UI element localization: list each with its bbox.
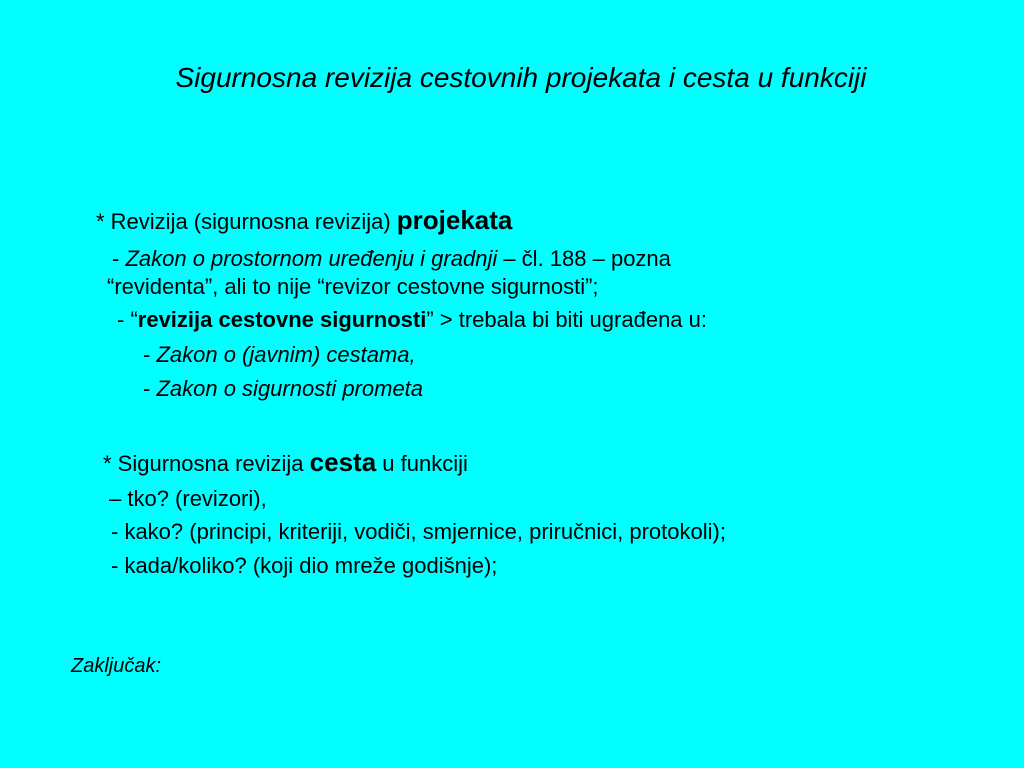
section1-heading <box>96 207 512 235</box>
section2-item1: – tko? (revizori), <box>109 486 267 511</box>
section1-heading-text: * Revizija (sigurnosna revizija) <box>96 209 397 234</box>
conclusion-label: Zaključak: <box>71 655 162 677</box>
section1-sub2 <box>143 376 423 402</box>
sub2-dash: - <box>143 376 157 401</box>
sub2-law-name: Zakon o sigurnosti prometa <box>156 376 424 401</box>
section2-heading-text: * Sigurnosna revizija <box>103 451 310 476</box>
item1-dash: - <box>112 246 126 271</box>
section1-sub1 <box>143 342 416 368</box>
section1-item1 <box>112 246 671 272</box>
section1-heading-emphasis: projekata <box>396 205 513 235</box>
item2-bold-term: revizija cestovne sigurnosti <box>137 307 427 332</box>
section2-heading-suffix: u funkciji <box>376 451 468 476</box>
section1-item1-continued: “revidenta”, ali to nije “revizor cestovne sigurnosti”; <box>107 274 599 299</box>
item2-prefix: - “ <box>117 307 138 332</box>
item1-law-name: Zakon o prostornom uređenju i gradnji <box>125 246 498 271</box>
item2-rest: ” > trebala bi biti ugrađena u: <box>426 307 707 332</box>
item1-rest: – čl. 188 – pozna <box>497 246 671 271</box>
section2-heading-emphasis: cesta <box>309 447 377 477</box>
sub1-law-name: Zakon o (javnim) cestama, <box>156 342 416 367</box>
section2-item3: - kada/koliko? (koji dio mreže godišnje); <box>111 553 498 578</box>
section1-item2 <box>117 307 707 333</box>
sub1-dash: - <box>143 342 157 367</box>
section2-item2: - kako? (principi, kriteriji, vodiči, smjernice, priručnici, protokoli); <box>111 519 726 544</box>
slide-title: Sigurnosna revizija cestovnih projekata i cesta u funkciji <box>175 62 867 93</box>
section2-heading <box>103 449 468 477</box>
